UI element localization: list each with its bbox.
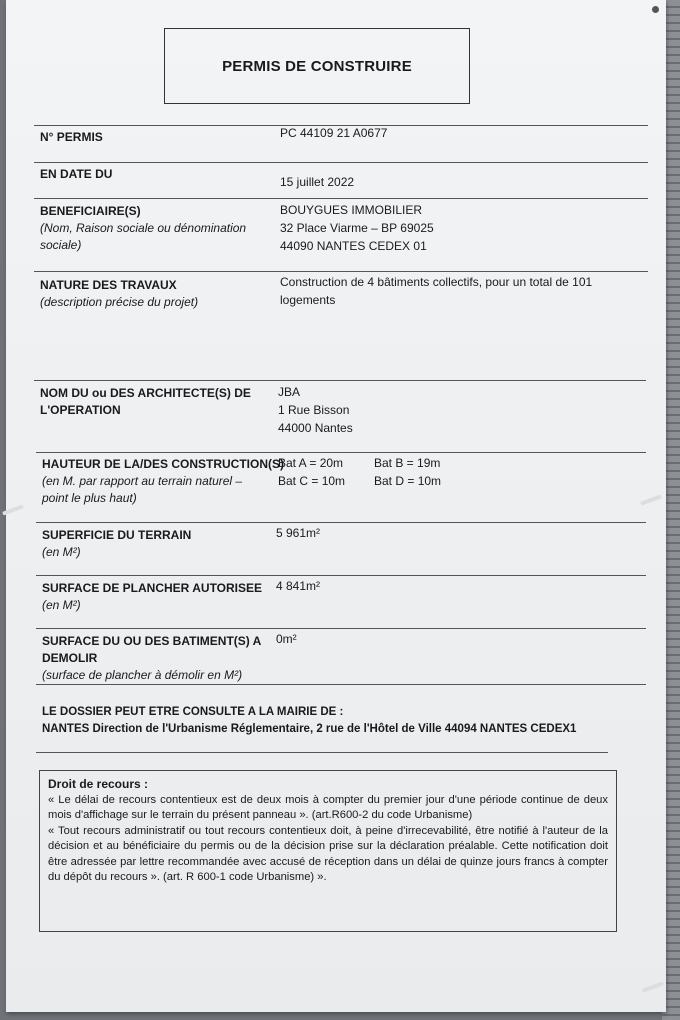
hauteur-bat-a: Bat A = 20m xyxy=(278,456,344,470)
hauteur-bat-d: Bat D = 10m xyxy=(374,474,442,488)
divider xyxy=(36,684,646,685)
recours-title: Droit de recours : xyxy=(48,777,149,791)
divider xyxy=(34,162,648,163)
date-label: EN DATE DU xyxy=(40,167,113,181)
mairie-heading: LE DOSSIER PEUT ETRE CONSULTE A LA MAIRIE DE : xyxy=(42,706,344,718)
plancher-label: SURFACE DE PLANCHER AUTORISEE (en M²) xyxy=(42,581,263,612)
terrain-value: 5 961m² xyxy=(276,526,321,540)
permit-panel xyxy=(6,0,666,1012)
recours-box xyxy=(39,770,617,932)
divider xyxy=(36,628,646,629)
divider xyxy=(34,271,648,272)
architecte-label: NOM DU ou DES ARCHITECTE(S) DE L'OPERATION xyxy=(40,386,251,417)
permis-value: PC 44109 21 A0677 xyxy=(280,126,388,140)
recours-para-2: « Tout recours administratif ou tout recours contentieux doit, à peine d'irrecevabilité, être notifié à l'auteur de la décision et au bénéficiaire du permis ou de la décision prise sur la déclaration préalable. Cette notification doit être adressée par lettre recommandée avec accusé de réception dans un délai de quinze jours francs à compter du dépôt du recours ». (art. R 600-1 code Urbanisme) ». xyxy=(48,824,608,883)
divider xyxy=(34,380,646,381)
beneficiaire-label: BENEFICIAIRE(S) (Nom, Raison sociale ou dénomination sociale) xyxy=(40,204,247,252)
cable-tie-left xyxy=(2,504,24,515)
cable-tie-bottom-right xyxy=(642,981,664,992)
date-value: 15 juillet 2022 xyxy=(280,175,355,189)
screw-top-right xyxy=(652,6,659,13)
divider xyxy=(36,452,646,453)
mairie-address: NANTES Direction de l'Urbanisme Réglementaire, 2 rue de l'Hôtel de Ville 44094 NANTES CEDEX1 xyxy=(42,723,577,735)
nature-value: Construction de 4 bâtiments collectifs, pour un total de 101 logements xyxy=(280,275,593,307)
demolir-label: SURFACE DU OU DES BATIMENT(S) A DEMOLIR (surface de plancher à démolir en M²) xyxy=(42,634,262,682)
hauteur-label: HAUTEUR DE LA/DES CONSTRUCTION(S) (en M. par rapport au terrain naturel – point le plus haut) xyxy=(42,457,284,505)
divider xyxy=(34,198,648,199)
nature-label: NATURE DES TRAVAUX (description précise du projet) xyxy=(40,278,199,309)
plancher-value: 4 841m² xyxy=(276,579,321,593)
page-title: PERMIS DE CONSTRUIRE xyxy=(164,28,470,104)
divider xyxy=(36,575,646,576)
hauteur-bat-c: Bat C = 10m xyxy=(278,474,346,488)
permis-label: N° PERMIS xyxy=(40,130,103,144)
divider xyxy=(36,752,608,753)
recours-para-1: « Le délai de recours contentieux est de deux mois à compter du premier jour d'une période continue de deux mois d'affichage sur le terrain du présent panneau ». (art.R600-2 du code Urbanisme) xyxy=(48,793,608,821)
architecte-value: JBA 1 Rue Bisson 44000 Nantes xyxy=(278,385,353,435)
hauteur-bat-b: Bat B = 19m xyxy=(374,456,441,470)
demolir-value: 0m² xyxy=(276,632,297,646)
beneficiaire-value: BOUYGUES IMMOBILIER 32 Place Viarme – BP 69025 44090 NANTES CEDEX 01 xyxy=(280,203,434,253)
cable-tie-right xyxy=(640,494,662,505)
terrain-label: SUPERFICIE DU TERRAIN (en M²) xyxy=(42,528,192,559)
divider xyxy=(36,522,646,523)
